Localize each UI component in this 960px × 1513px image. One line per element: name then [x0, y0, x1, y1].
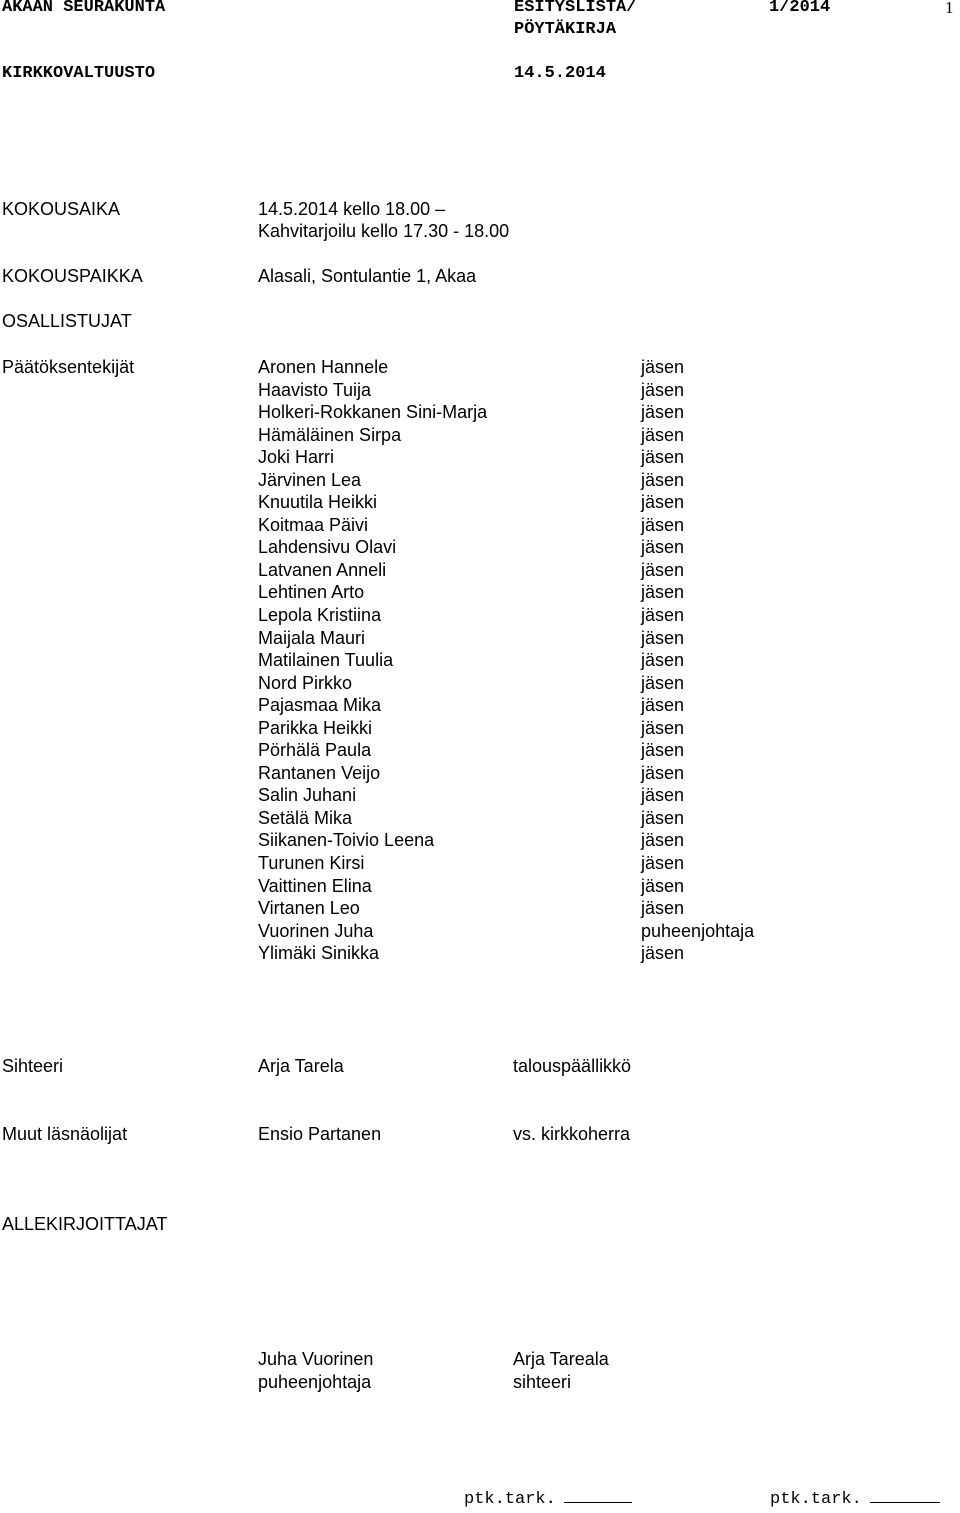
member-row [0, 649, 960, 672]
member-role: jäsen [641, 807, 685, 828]
header-body: KIRKKOVALTUUSTO [2, 64, 156, 83]
member-row [0, 581, 960, 604]
member-role: jäsen [641, 740, 685, 761]
member-role: jäsen [641, 762, 685, 783]
member-role: puheenjohtaja [641, 920, 755, 941]
member-row [0, 536, 960, 559]
member-row [0, 491, 960, 514]
member-role: jäsen [641, 492, 685, 513]
member-name: Järvinen Lea [258, 469, 362, 490]
signer-left-name: Juha Vuorinen [258, 1349, 374, 1369]
header-org: AKAAN SEURAKUNTA [2, 0, 166, 17]
member-role: jäsen [641, 559, 685, 580]
member-name: Pajasmaa Mika [258, 695, 382, 716]
member-row [0, 694, 960, 717]
member-role: jäsen [641, 650, 685, 671]
member-role: jäsen [641, 447, 685, 468]
member-row [0, 627, 960, 650]
member-row [0, 807, 960, 830]
member-role: jäsen [641, 402, 685, 423]
member-row [0, 784, 960, 807]
member-row [0, 356, 960, 379]
member-role: jäsen [641, 717, 685, 738]
member-list [0, 356, 960, 965]
member-name: Aronen Hannele [258, 357, 389, 377]
signer-left-title: puheenjohtaja [258, 1372, 372, 1392]
member-row [0, 852, 960, 875]
meeting-time-label: KOKOUSAIKA [2, 199, 121, 219]
member-row [0, 469, 960, 492]
member-role: jäsen [641, 672, 685, 693]
member-row [0, 424, 960, 447]
member-name: Maijala Mauri [258, 627, 366, 648]
member-row [0, 762, 960, 785]
member-role: jäsen [641, 357, 685, 377]
member-row [0, 379, 960, 402]
signature-line-right [870, 1488, 940, 1503]
member-role: jäsen [641, 469, 685, 490]
member-name: Rantanen Veijo [258, 762, 381, 783]
member-name: Lahdensivu Olavi [258, 537, 397, 558]
member-row [0, 739, 960, 762]
member-row [0, 942, 960, 965]
member-row [0, 897, 960, 920]
member-role: jäsen [641, 853, 685, 874]
member-row [0, 875, 960, 898]
member-name: Knuutila Heikki [258, 492, 378, 513]
member-role: jäsen [641, 514, 685, 535]
member-name: Virtanen Leo [258, 898, 360, 919]
member-name: Haavisto Tuija [258, 379, 372, 400]
member-name: Salin Juhani [258, 785, 357, 806]
member-role: jäsen [641, 627, 685, 648]
signature-line-left [564, 1488, 632, 1503]
member-name: Parikka Heikki [258, 717, 373, 738]
secretary-title: talouspäällikkö [513, 1056, 632, 1076]
member-role: jäsen [641, 943, 685, 964]
member-name: Lehtinen Arto [258, 582, 365, 603]
member-row [0, 829, 960, 852]
footer-checker-right-label: ptk.tark. [770, 1490, 862, 1509]
member-row [0, 559, 960, 582]
member-role: jäsen [641, 582, 685, 603]
member-row [0, 672, 960, 695]
meeting-place-label: KOKOUSPAIKKA [2, 266, 143, 286]
member-row [0, 446, 960, 469]
member-name: Holkeri-Rokkanen Sini-Marja [258, 402, 488, 423]
member-name: Turunen Kirsi [258, 853, 365, 874]
others-name: Ensio Partanen [258, 1124, 382, 1144]
header-date: 14.5.2014 [514, 64, 606, 83]
member-name: Vuorinen Juha [258, 920, 374, 941]
meeting-place-value: Alasali, Sontulantie 1, Akaa [258, 266, 477, 286]
member-name: Setälä Mika [258, 807, 353, 828]
member-role: jäsen [641, 695, 685, 716]
others-label: Muut läsnäolijat [2, 1124, 128, 1144]
member-role: jäsen [641, 898, 685, 919]
member-name: Hämäläinen Sirpa [258, 424, 402, 445]
member-role: jäsen [641, 424, 685, 445]
member-row [0, 514, 960, 537]
member-name: Joki Harri [258, 447, 335, 468]
member-name: Koitmaa Päivi [258, 514, 369, 535]
member-row [0, 717, 960, 740]
footer-checker-left-label: ptk.tark. [464, 1490, 556, 1509]
member-name: Lepola Kristiina [258, 605, 382, 626]
member-name: Siikanen-Toivio Leena [258, 830, 435, 851]
signer-right-name: Arja Tareala [513, 1349, 609, 1369]
footer-checker-left [464, 1488, 632, 1511]
member-row [0, 401, 960, 424]
member-name: Vaittinen Elina [258, 875, 372, 896]
member-role: jäsen [641, 830, 685, 851]
meeting-time-value: 14.5.2014 kello 18.00 – [258, 199, 446, 219]
header-doc-number: 1/2014 [769, 0, 831, 17]
header-doc-type-2: PÖYTÄKIRJA [514, 20, 617, 39]
secretary-label: Sihteeri [2, 1056, 64, 1076]
member-row [0, 920, 960, 943]
others-title: vs. kirkkoherra [513, 1124, 631, 1144]
member-name: Ylimäki Sinikka [258, 943, 380, 964]
member-role: jäsen [641, 605, 685, 626]
header-doc-type: ESITYSLISTA/ [514, 0, 637, 17]
member-role: jäsen [641, 537, 685, 558]
footer-checker-right [770, 1488, 940, 1511]
signers-heading: ALLEKIRJOITTAJAT [2, 1214, 168, 1234]
member-name: Latvanen Anneli [258, 559, 387, 580]
member-name: Pörhälä Paula [258, 740, 372, 761]
decision-makers-label: Päätöksentekijät [2, 357, 135, 377]
meeting-coffee: Kahvitarjoilu kello 17.30 - 18.00 [258, 221, 510, 241]
participants-heading: OSALLISTUJAT [2, 311, 132, 331]
secretary-name: Arja Tarela [258, 1056, 344, 1076]
member-role: jäsen [641, 875, 685, 896]
member-role: jäsen [641, 379, 685, 400]
member-row [0, 604, 960, 627]
page-number: 1 [945, 0, 954, 17]
member-name: Matilainen Tuulia [258, 650, 394, 671]
member-role: jäsen [641, 785, 685, 806]
member-name: Nord Pirkko [258, 672, 353, 693]
signer-right-title: sihteeri [513, 1372, 572, 1392]
